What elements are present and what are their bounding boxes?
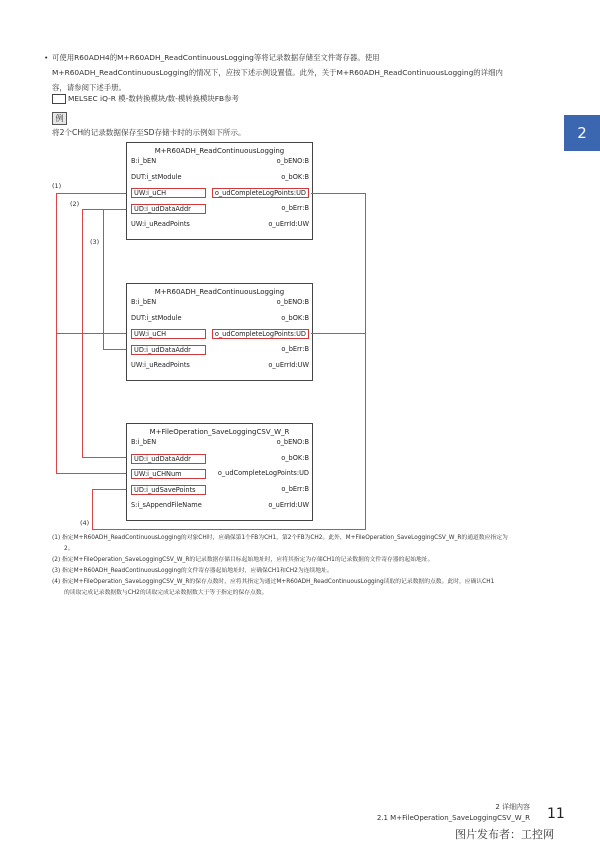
connector-line — [92, 489, 93, 529]
footer-chapter: 2 详细内容 — [495, 803, 530, 811]
note-line: (2) 指定M+FileOperation_SaveLoggingCSV_W_R的记录数据存储目标起始地址时，应将其指定为存储CH1的记录数据的文件寄存器的起始地址。 — [52, 557, 434, 563]
pin-out: o_uErrId:UW — [268, 361, 309, 369]
intro-line-3: 容，请参阅下述手册。 — [52, 83, 126, 92]
pin-out: o_bENO:B — [276, 298, 309, 306]
connector-line — [82, 209, 126, 210]
connector-line — [92, 529, 366, 530]
connector-line — [365, 193, 366, 529]
example-badge: 例 — [52, 112, 67, 125]
pin-in: B:i_bEN — [131, 157, 157, 165]
note-line: (4) 指定M+FileOperation_SaveLoggingCSV_W_R的保存点数时，应将其指定为通过M+R60ADH_ReadContinuousLogging读取的记录数据的点数。此时，应确认CH1 — [52, 579, 495, 585]
connector-line — [56, 333, 126, 334]
fb-title: M+R60ADH_ReadContinuousLogging — [154, 288, 285, 296]
pin-out: o_bOK:B — [281, 454, 309, 462]
bullet: • — [44, 53, 49, 62]
fb-title: M+R60ADH_ReadContinuousLogging — [154, 147, 285, 155]
fb-block-1 — [126, 142, 313, 240]
callout-3: (3) — [90, 238, 100, 246]
note-line: 2。 — [64, 546, 74, 552]
pin-in-highlighted: UD:i_udSavePoints — [131, 485, 206, 495]
note-line: (1) 指定M+R60ADH_ReadContinuousLogging的对象CH时，应确保第1个FB为CH1，第2个FB为CH2。此外，M+FileOperation_SaveLoggingCSV_W_R的通道数应指定为 — [52, 535, 508, 541]
manual-reference-text: MELSEC iQ-R 模-数转换模块/数-模转换模块FB参考 — [68, 94, 239, 103]
pin-in: S:i_sAppendFileName — [131, 501, 202, 509]
note-line: 的读取完成记录数据数与CH2的读取完成记录数据数大于等于指定的保存点数。 — [64, 590, 268, 596]
connector-line — [103, 349, 126, 350]
pin-in: B:i_bEN — [131, 438, 157, 446]
connector-line — [82, 209, 83, 457]
pin-in-highlighted: UW:i_uCH — [131, 188, 206, 198]
pin-out: o_bOK:B — [281, 173, 309, 181]
intro-line-1: 可使用R60ADH4的M+R60ADH_ReadContinuousLogging等将记录数据存储至文件寄存器。使用 — [52, 53, 380, 62]
footer-section: 2.1 M+FileOperation_SaveLoggingCSV_W_R — [376, 814, 530, 822]
connector-line — [103, 209, 104, 349]
connector-line — [311, 193, 365, 194]
callout-1: (1) — [52, 182, 62, 190]
pin-out-highlighted: o_udCompleteLogPoints:UD — [212, 188, 309, 198]
pin-out-highlighted: o_udCompleteLogPoints:UD — [212, 329, 309, 339]
pin-in-highlighted: UD:i_udDataAddr — [131, 345, 206, 355]
connector-line — [92, 489, 126, 490]
connector-line — [56, 193, 126, 194]
chapter-tab[interactable]: 2 — [564, 115, 600, 151]
pin-in: B:i_bEN — [131, 298, 157, 306]
pin-in: UW:i_uReadPoints — [131, 220, 190, 228]
pin-out: o_bOK:B — [281, 314, 309, 322]
pin-out: o_uErrId:UW — [268, 220, 309, 228]
pin-in-highlighted: UW:i_uCH — [131, 329, 206, 339]
page-footer — [377, 802, 530, 824]
watermark: 图片发布者：工控网 — [455, 828, 554, 841]
pin-in: DUT:i_stModule — [131, 314, 182, 322]
intro-line-2: M+R60ADH_ReadContinuousLogging的情况下，应按下述示例设置值。此外，关于M+R60ADH_ReadContinuousLogging的详细内 — [52, 68, 503, 77]
page-number: 11 — [547, 806, 565, 822]
pin-out: o_bErr:B — [281, 204, 309, 212]
pin-out: o_bErr:B — [281, 345, 309, 353]
example-text: 将2个CH的记录数据保存至SD存储卡时的示例如下所示。 — [52, 128, 246, 137]
pin-out: o_bENO:B — [276, 438, 309, 446]
note-line: (3) 指定M+R60ADH_ReadContinuousLogging的文件寄存器起始地址时，应确保CH1和CH2为连续地址。 — [52, 568, 333, 574]
pin-in: DUT:i_stModule — [131, 173, 182, 181]
pin-in-highlighted: UW:i_uCHNum — [131, 469, 206, 479]
connector-line — [82, 457, 126, 458]
connector-line — [311, 333, 365, 334]
notes — [52, 533, 562, 599]
callout-2: (2) — [70, 200, 80, 208]
pin-in-highlighted: UD:i_udDataAddr — [131, 204, 206, 214]
pin-in-highlighted: UD:i_udDataAddr — [131, 454, 206, 464]
pin-out: o_uErrId:UW — [268, 501, 309, 509]
fb-block-2 — [126, 283, 313, 381]
connector-line — [56, 473, 126, 474]
fb-title: M+FileOperation_SaveLoggingCSV_W_R — [149, 428, 290, 436]
callout-4: (4) — [80, 519, 90, 527]
pin-out: o_bENO:B — [276, 157, 309, 165]
pin-out: o_bErr:B — [281, 485, 309, 493]
pin-out: o_udCompleteLogPoints:UD — [217, 469, 309, 477]
fb-block-3 — [126, 423, 313, 521]
pin-in: UW:i_uReadPoints — [131, 361, 190, 369]
